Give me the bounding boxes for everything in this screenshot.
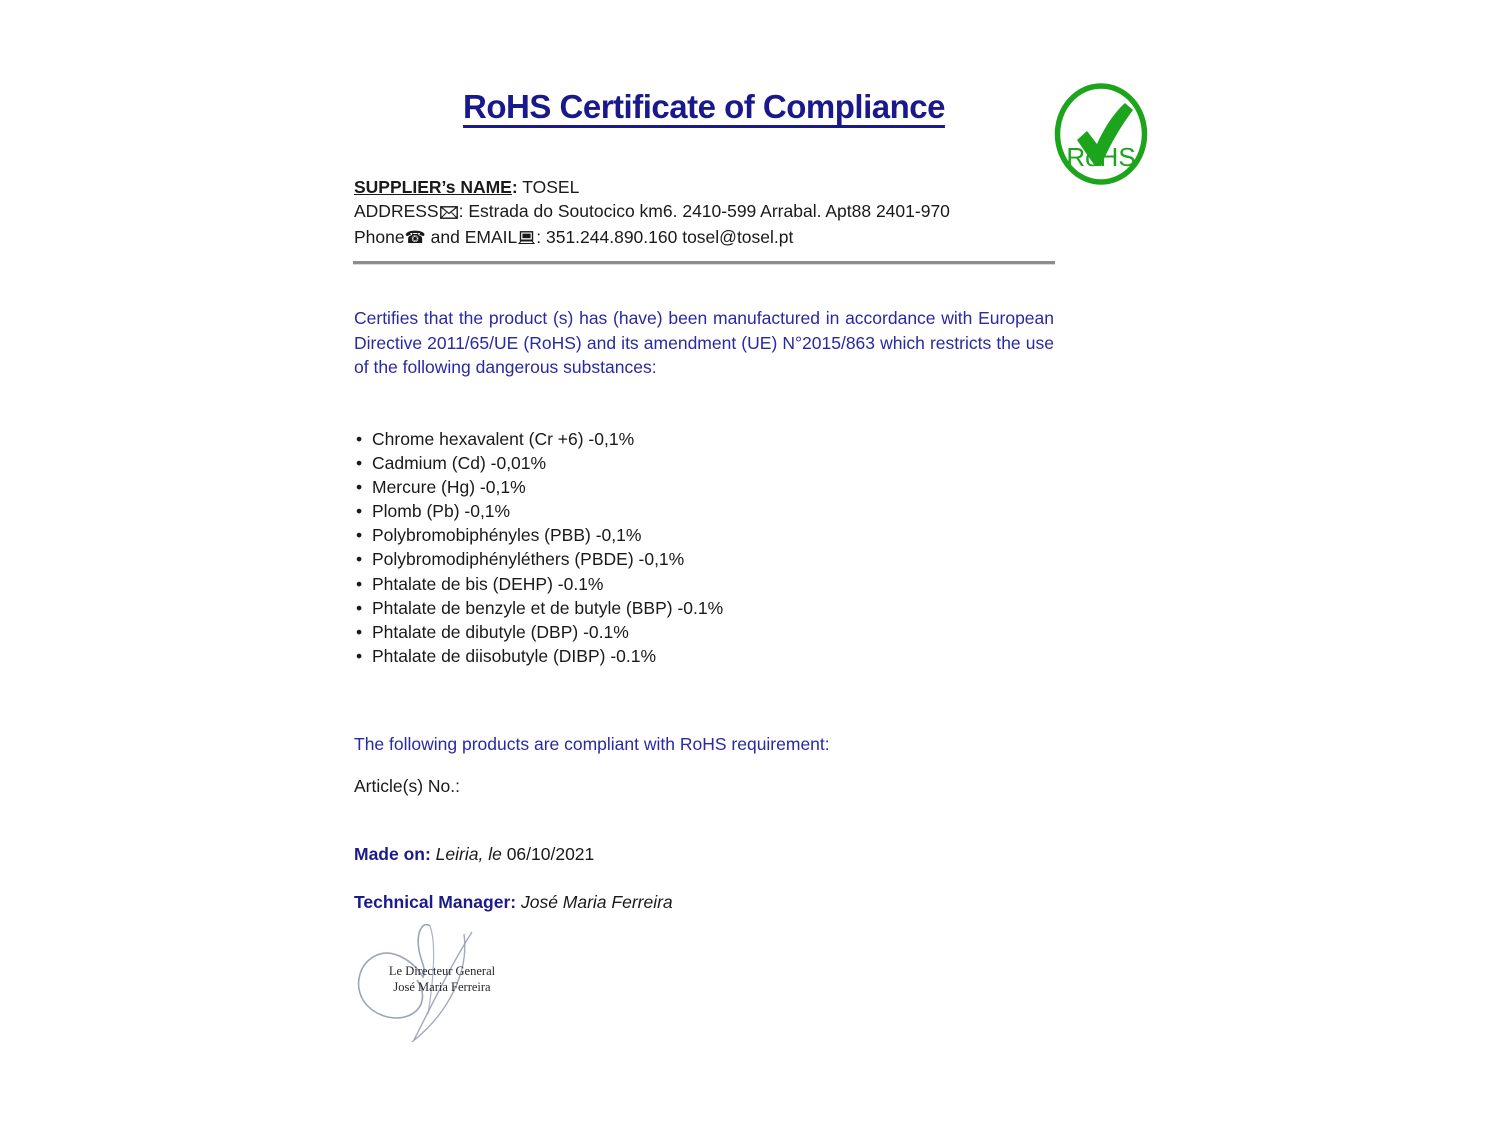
supplier-name-label: SUPPLIER’s NAME [354, 177, 512, 197]
technical-manager-label: Technical Manager: [354, 892, 517, 912]
supplier-name-value: TOSEL [517, 177, 580, 197]
bullet-icon: • [356, 429, 363, 449]
substance-text: Phtalate de diisobutyle (DIBP) -0.1% [372, 645, 657, 666]
substance-item [356, 572, 723, 596]
bullet-icon: • [356, 453, 363, 474]
phone-label: Phone [354, 227, 405, 247]
substance-text: Mercure (Hg) -0,1% [372, 477, 526, 498]
certification-paragraph: Certifies that the product (s) has (have) been manufactured in accordance with European Directive 2011/65/UE (RoHS) and its amendment (UE) N°2015/863 which restricts the use of the following dangerous substances: [354, 308, 1054, 377]
compliance-statement: The following products are compliant with RoHS requirement: [354, 734, 830, 754]
made-on-date: 06/10/2021 [501, 844, 595, 864]
made-on-label: Made on: [354, 844, 431, 864]
signature-caption [372, 963, 512, 995]
supplier-contact-line [354, 225, 1064, 251]
substance-item [356, 620, 723, 644]
rohs-check-icon [1053, 82, 1149, 186]
bullet-icon: • [356, 525, 363, 546]
substance-item [356, 523, 723, 547]
page-title: RoHS Certificate of Compliance [463, 88, 945, 125]
bullet-icon: • [356, 501, 363, 522]
bullet-icon: • [356, 477, 363, 498]
article-number-label: Article(s) No.: [354, 776, 460, 796]
made-on-line [354, 844, 1054, 865]
substance-item [356, 644, 723, 668]
substance-text: Plomb (Pb) -0,1% [372, 501, 511, 522]
substance-item [356, 547, 723, 571]
rohs-logo [1053, 82, 1149, 186]
substance-item [356, 475, 723, 499]
computer-icon [518, 227, 535, 251]
phone-icon: ☎ [404, 228, 426, 248]
supplier-address-line [354, 199, 1064, 225]
address-value: : Estrada do Soutocico km6. 2410-599 Arrabal. Apt88 2401-970 [458, 201, 950, 221]
signature-line1: Le Directeur General [388, 964, 496, 978]
substance-text: Phtalate de bis (DEHP) -0.1% [372, 573, 604, 594]
envelope-icon [440, 201, 458, 225]
substance-list [356, 427, 723, 668]
supplier-name-colon: : [511, 177, 518, 197]
substance-text: Cadmium (Cd) -0,01% [372, 453, 547, 474]
substance-item [356, 596, 723, 620]
supplier-block [354, 175, 1064, 251]
substance-text: Polybromobiphényles (PBB) -0,1% [372, 525, 642, 546]
bullet-icon: • [356, 645, 363, 666]
substance-text: Polybromodiphényléthers (PBDE) -0,1% [372, 549, 685, 570]
bullet-icon: • [356, 549, 363, 570]
bullet-icon: • [356, 597, 363, 618]
substance-item [356, 499, 723, 523]
substance-text: Phtalate de dibutyle (DBP) -0.1% [372, 621, 629, 642]
svg-text:RoHS: RoHS [1066, 142, 1136, 172]
made-on-place: Leiria, le [430, 844, 502, 864]
substance-text: Phtalate de benzyle et de butyle (BBP) -0.1% [372, 597, 724, 618]
technical-manager-name: José Maria Ferreira [516, 892, 673, 912]
bullet-icon: • [356, 621, 363, 642]
address-label: ADDRESS [354, 201, 439, 221]
substance-item [356, 451, 723, 475]
supplier-name-line [354, 175, 1064, 199]
technical-manager-line [354, 892, 1054, 913]
section-divider [353, 261, 1055, 265]
email-label: and EMAIL [425, 227, 518, 247]
signature-line2: José Maria Ferreira [393, 980, 491, 994]
substance-text: Chrome hexavalent (Cr +6) -0,1% [372, 429, 635, 449]
contact-value: : 351.244.890.160 tosel@tosel.pt [536, 227, 794, 247]
substance-item [356, 427, 723, 451]
bullet-icon: • [356, 573, 363, 594]
